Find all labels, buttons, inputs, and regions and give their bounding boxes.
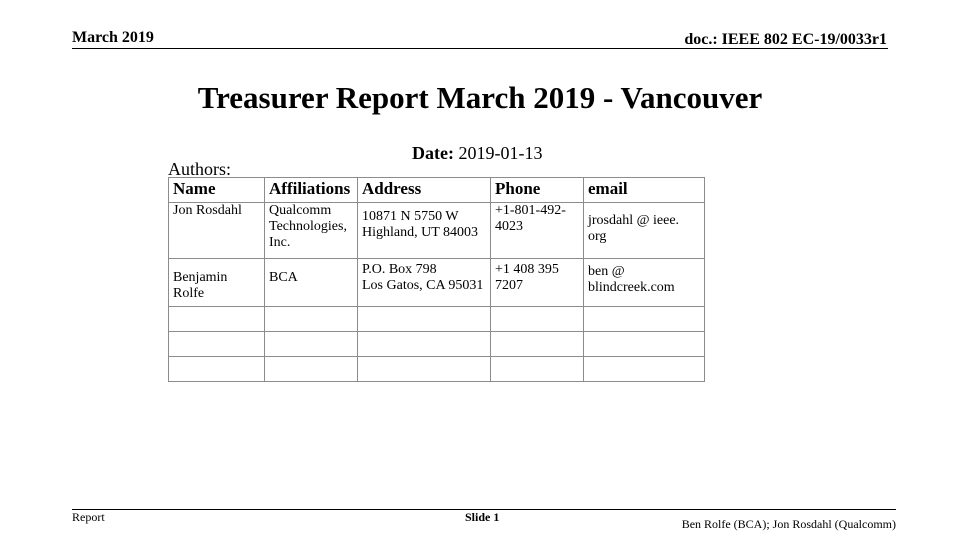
table-row-empty [169, 332, 705, 357]
footer-authors: Ben Rolfe (BCA); Jon Rosdahl (Qualcomm) [681, 517, 896, 531]
empty-cell [491, 307, 584, 332]
address-line: 10871 N 5750 W [362, 209, 459, 224]
author-affiliation: BCA [265, 259, 358, 307]
author-address [358, 203, 491, 259]
empty-cell [358, 307, 491, 332]
empty-cell [584, 357, 705, 382]
author-address [358, 259, 491, 307]
author-affiliation [265, 203, 358, 259]
header-name: Name [169, 178, 265, 203]
table-row-empty [169, 357, 705, 382]
affiliation-line: Technologies, [269, 219, 347, 234]
address-line: Highland, UT 84003 [362, 225, 479, 240]
date-line [412, 143, 542, 164]
empty-cell [584, 307, 705, 332]
affiliation-line: Qualcomm [269, 203, 332, 218]
header-rule [72, 48, 888, 49]
address-line: P.O. Box 798 [362, 262, 437, 277]
address-line: Los Gatos, CA 95031 [362, 278, 484, 293]
empty-cell [169, 357, 265, 382]
empty-cell [169, 332, 265, 357]
empty-cell [491, 332, 584, 357]
empty-cell [265, 357, 358, 382]
author-email: ben @ blindcreek.com [584, 259, 705, 307]
empty-cell [491, 357, 584, 382]
author-name: Jon Rosdahl [169, 203, 265, 259]
empty-cell [358, 332, 491, 357]
empty-cell [169, 307, 265, 332]
affiliation-line: Inc. [269, 235, 291, 250]
authors-table [168, 177, 705, 382]
header-date: March 2019 [72, 29, 154, 46]
empty-cell [265, 332, 358, 357]
header-affiliations: Affiliations [265, 178, 358, 203]
date-label: Date: [412, 143, 454, 163]
empty-cell [584, 332, 705, 357]
author-name: Benjamin Rolfe [169, 259, 265, 307]
table-row-empty [169, 307, 705, 332]
empty-cell [265, 307, 358, 332]
table-row [169, 259, 705, 307]
date-value: 2019-01-13 [458, 143, 543, 163]
table-row [169, 203, 705, 259]
slide-title: Treasurer Report March 2019 - Vancouver [197, 80, 763, 115]
footer-slide-number: Slide 1 [465, 510, 500, 524]
header-email: email [584, 178, 705, 203]
footer-left: Report [72, 510, 105, 524]
empty-cell [358, 357, 491, 382]
author-email: jrosdahl @ ieee. org [584, 203, 705, 259]
author-phone: +1 408 395 7207 [491, 259, 584, 307]
table-header-row [169, 178, 705, 203]
header-phone: Phone [491, 178, 584, 203]
authors-label: Authors: [168, 159, 231, 179]
author-phone: +1-801-492-4023 [491, 203, 584, 259]
header-doc-id: doc.: IEEE 802 EC-19/0033r1 [684, 31, 887, 48]
header-address: Address [358, 178, 491, 203]
